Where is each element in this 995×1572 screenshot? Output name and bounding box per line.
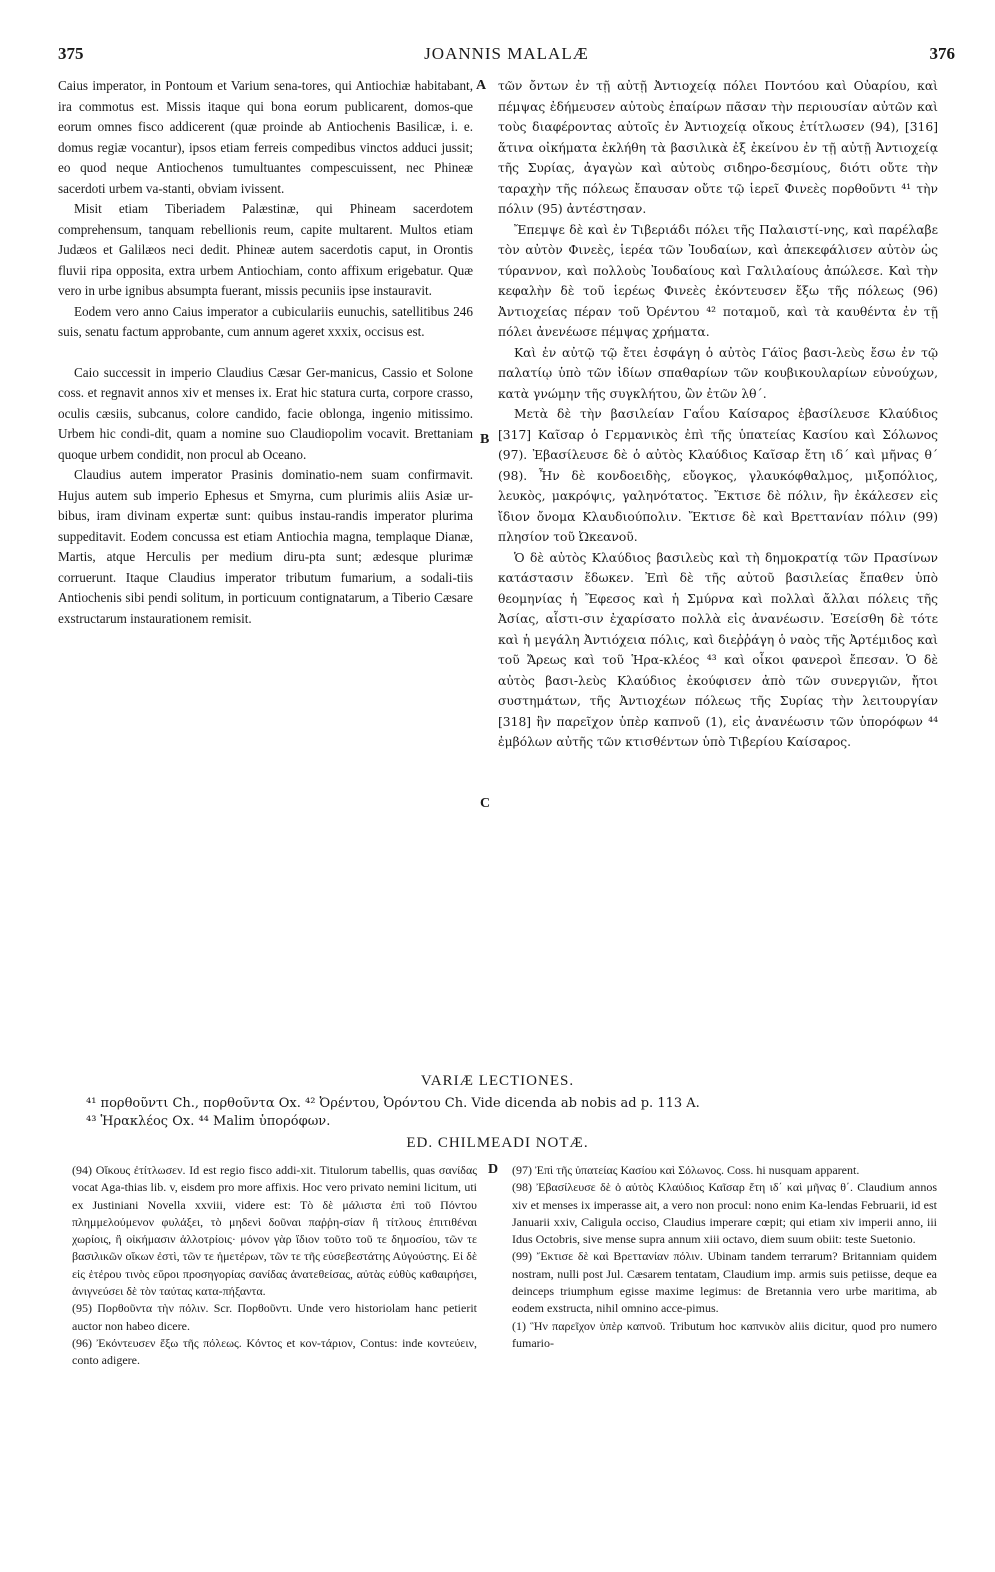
latin-paragraph-1: Caius imperator, in Pontoum et Varium sena-tores, qui Antiochiæ habitabant, ira commotus est. Missis itaque qui bona eorum publicarent, domos-que eorum omnes fisco addicerent (quæ proinde ab Antiochenis Basilicæ, i. e. domus regiæ vocantur), ipsos etiam ferreis compedibus vinctos adduci jussit; eo quod neque Antiochenos tumultuantes compescuissent, nec Phineæ sacerdoti urbem va-stanti, obviam ivissent. — [58, 78, 473, 196]
latin-paragraph-4: Caio successit in imperio Claudius Cæsar Ger-manicus, Cassio et Solone coss. et regnavit annos xiv et menses ix. Erat hic statura curta, corpore crasso, oculis cæsiis, subcanus, colore candido, facie oblonga, ingenio mitissimo. Urbem hic condi-dit, quam a nomine suo Claudiopolim vocavit. Brettaniam quoque urbem condidit, non procul ab Oceano. — [58, 364, 473, 462]
greek-paragraph-1: τῶν ὄντων ἐν τῇ αὐτῇ Ἀντιοχείᾳ πόλει Ποντόου καὶ Οὐαρίου, καὶ πέμψας ἐδήμευσεν αὐτοὺς ἐπαίρων πᾶσαν τὴν περιουσίαν αὐτῶν καὶ τοὺς διαφέροντας αὐτοῖς ἐν Ἀντιοχείᾳ οἴκους ἐτίτλωσεν (94), [316] ἅτινα οἰκήματα ἐκλήθη τὰ βασιλικὰ ἐξ ἐκείνου ἐν τῇ αὐτῇ Ἀντιοχείᾳ τῆς Συρίας, ἀγαγὼν καὶ αὐτοὺς σιδηρο-δεσμίους, διότι οὔτε τὴν ταραχὴν τῆς πόλεως ἔπαυσαν οὔτε τῷ ἱερεῖ Φινεὲς πορθοῦντι ⁴¹ τὴν πόλιν (95) ἀντέστησαν. — [498, 79, 938, 216]
note-99: (99) Ἔκτισε δὲ καὶ Βρεττανίαν πόλιν. Ubinam tandem terrarum? Britanniam quidem nostram, nulli post Jul. Cæsarem tentatam, Claudium imp. armis suis petiisse, deque ea deinceps triumphum egisse maxime legimus: de Bretannia vero urbe maritima, ab eodem exstructa, nihil omnino acce-pimus. — [512, 1249, 937, 1316]
greek-paragraph-4: Μετὰ δὲ τὴν βασιλείαν Γαΐου Καίσαρος ἐβασίλευσε Κλαύδιος [317] Καῖσαρ ὁ Γερμανικὸς ἐπὶ τῆς ὑπατείας Κασίου καὶ Σόλωνος (97). Ἐβασίλευσε δὲ ὁ αὐτὸς Κλαύδιος Καῖσαρ ἔτη ιδ΄ καὶ μῆνας θ΄ (98). Ἦν δὲ κονδοειδὴς, εὔογκος, γλαυκόφθαλμος, μιξοπόλιος, λευκὸς, μακρόψις, γαληνότατος. Ἔκτισε δὲ πόλιν, ἣν ἐκάλεσεν εἰς ἴδιον ὄνομα Κλαυδιούπολιν. Ἔκτισε δὲ καὶ Βρεττανίαν πόλιν (99) πλησίον τοῦ Ὠκεανοῦ. — [498, 407, 938, 544]
variae-lectiones — [86, 1095, 926, 1131]
running-header — [58, 44, 955, 68]
note-94: (94) Οἴκους ἐτίτλωσεν. Id est regio fisco addi-xit. Titulorum tabellis, quas σανίδας vocat Aga-thias lib. v, eisdem pro more affixis. Hoc vero privato nemini licitum, uti ex Justiniani Novella xxviii, videre est: Τὸ δὲ μάλιστα ἐπὶ τοῦ Πόντου πλημμελούμενον φυλάξει, τὸ μηδενὶ δοῦναι παῤῥη-σίαν ἢ τίτλους ἐπιτιθέναι χωρίοις, ἢ οἰκήμασιν ἀλλοτρίοις· μόνον γὰρ ἴδιον τοῦτο τοῦ τε δημοσίου, τῶν τε βασιλικῶν οἴκων ἐστὶ, τῶν τε ἡμετέρων, τῶν τε τῆς εὐσεβεστάτης Αὐγούστης. Εἰ δὲ εἰς ἑτέρου τινὸς εὕροι προσηγορίας σανίδας ἀνατεθείσας, αὐτὰς εὐθὺς καθαιρήσει, ἀνιγνεύσει δὲ τὸν ταύτας κατα-πήξαντα. — [72, 1163, 477, 1299]
greek-paragraph-3: Καὶ ἐν αὐτῷ τῷ ἔτει ἐσφάγη ὁ αὐτὸς Γάϊος βασι-λεὺς ἔσω ἐν τῷ παλατίῳ ὑπὸ τῶν ἰδίων σπαθαρίων τῶν κουβικουλαρίων εὐνούχων, κατὰ γνώμην τῆς συγκλήτου, ὢν ἐτῶν λθ΄. — [498, 345, 938, 401]
greek-column — [498, 76, 938, 753]
variae-line-1: ⁴¹ πορθοῦντι Ch., πορθοῦντα Ox. ⁴² Ὀρέντου, Ὀρόντου Ch. Vide dicenda ab nobis ad p. 113 A. — [86, 1096, 700, 1111]
running-title: JOANNIS MALALÆ — [424, 44, 589, 63]
note-98: (98) Ἐβασίλευσε δὲ ὁ αὐτὸς Κλαύδιος Καῖσαρ ἔτη ιδ΄ καὶ μῆνας θ΄. Claudium annos xiv et menses ix imperasse ait, a vero non procul: nono enim Ka-lendas Februarii, id est Januarii xxiv, Caligula occiso, Claudius imperare cœpit; qui etiam xiv imperii anno, iii Idus Octobris, sive mense supra annum xiii octavo, diem suum obiit: teste Suetonio. — [512, 1180, 937, 1247]
greek-paragraph-5: Ὁ δὲ αὐτὸς Κλαύδιος βασιλεὺς καὶ τὴ δημοκρατίᾳ τῶν Πρασίνων κατάστασιν ἔδωκεν. Ἐπὶ δὲ τῆς αὐτοῦ βασιλείας ἔπαθεν ὑπὸ θεομηνίας ἡ Ἔφεσος καὶ ἡ Σμύρνα καὶ πολλαὶ ἄλλαι πόλεις τῆς Ἀσίας, αἷστι-σιν ἐχαρίσατο πολλὰ εἰς ἀνανέωσιν. Ἐσείσθη δὲ τότε καὶ ἡ μεγάλη Ἀντιόχεια πόλις, καὶ διεῤῥάγη ὁ ναὸς τῆς Ἀρτέμιδος καὶ τοῦ Ἄρεως καὶ τοῦ Ἡρα-κλέος ⁴³ καὶ οἶκοι φανεροὶ ἔπεσαν. Ὁ δὲ αὐτὸς βασι-λεὺς Κλαύδιος ἐκούφισεν ἀπὸ τῶν συνεργιῶν, ἤτοι συστημάτων, τῆς Ἀντιοχέων πόλεως τῆς Συρίας τὴν λειτουργίαν [318] ἣν παρεῖχον ὑπὲρ καπνοῦ (1), εἰς ἀνανέωσιν τῶν ὑπορόφων ⁴⁴ ἐμβόλων αὐτῆς τῶν κτισθέντων ὑπὸ Τιβερίου Καίσαρος. — [498, 550, 938, 749]
notes-right-column — [512, 1162, 937, 1352]
latin-paragraph-5: Claudius autem imperator Prasinis dominatio-nem suam confirmavit. Hujus autem sub imperio Ephesus et Smyrna, cum plurimis aliis Asiæ ur-bibus, iram divinam expertæ sunt: quibus instau-randis imperator plurima suppeditavit. Eodem concussa est etiam Antiochia magna, templaque Dianæ, Martis, atque Herculis per medium diru-pta sunt; ædesque plurimæ corruerunt. Itaque Claudius imperator tributum fumarium, a sodali-tiis Antiochenis sibi pendi solitum, in porticuum contignatarum, a Tiberio Cæsare exstructarum instaurationem remisit. — [58, 467, 473, 626]
greek-paragraph-2: Ἔπεμψε δὲ καὶ ἐν Τιβεριάδι πόλει τῆς Παλαιστί-νης, καὶ παρέλαβε τὸν αὐτὸν Φινεὲς, ἱερέα τῶν Ἰουδαίων, καὶ ἀπεκεφάλισεν αὐτὸν ὡς τύραννον, καὶ πολλοὺς Ἰουδαίους καὶ Γαλιλαίους ἀπώλεσε. Καὶ τὴν κεφαλὴν δὲ τοῦ ἱερέως Φινεὲς ἐκόντευσεν ἔξω τῆς πόλεως (96) Ἀντιοχείας πέραν τοῦ Ὀρέντου ⁴² ποταμοῦ, καὶ τὰ καυθέντα ἐν τῇ πόλει ἀνενέωσε πέμψας χρήματα. — [498, 222, 938, 339]
latin-column — [58, 76, 473, 629]
note-96: (96) Ἐκόντευσεν ἔξω τῆς πόλεως. Κόντος et κον-τάριον, Contus: inde κοντεύειν, conto adigere. — [72, 1335, 477, 1368]
margin-marker-d: D — [488, 1162, 499, 1177]
notes-left-column — [72, 1162, 477, 1370]
notes-title: ED. CHILMEADI NOTÆ. — [406, 1135, 589, 1151]
page-number-left: 375 — [58, 44, 84, 63]
note-95: (95) Πορθοῦντα τὴν πόλιν. Scr. Πορθοῦντι. Unde vero historiolam hanc petierit auctor non habeo dicere. — [72, 1301, 477, 1333]
variae-line-2: ⁴³ Ἡρακλέος Ox. ⁴⁴ Malim ὑπορόφων. — [86, 1114, 331, 1129]
note-97: (97) Ἐπὶ τῆς ὑπατείας Κασίου καὶ Σόλωνος. Coss. hi nusquam apparent. — [512, 1163, 860, 1177]
margin-marker-a: A — [476, 78, 487, 93]
page-number-right: 376 — [929, 44, 955, 63]
note-1: (1) Ἣν παρεῖχον ὑπὲρ καπνοῦ. Tributum hoc καπνικὸν aliis dicitur, quod pro numero fumario- — [512, 1318, 937, 1350]
margin-marker-c: C — [480, 796, 491, 811]
latin-paragraph-2: Misit etiam Tiberiadem Palæstinæ, qui Phineam sacerdotem comprehensum, tanquam rebellionis reum, capite multarent. Multos etiam Judæos et Galilæos neci dedit. Phineæ autem sacerdotis caput, in Orontis fluvii ripa opposita, extra urbem Antiochiam, conto affixum erigebatur. Quæ vero in urbe ignibus absumpta fuerant, missis pecuniis ipse instauravit. — [58, 201, 473, 298]
variae-lectiones-title: VARIÆ LECTIONES. — [420, 1073, 575, 1089]
margin-marker-b: B — [480, 432, 490, 447]
latin-paragraph-3: Eodem vero anno Caius imperator a cubiculariis eunuchis, satellitibus 246 suis, senatu factum approbante, cum annum ageret xxxix, occisus est. — [58, 303, 473, 339]
